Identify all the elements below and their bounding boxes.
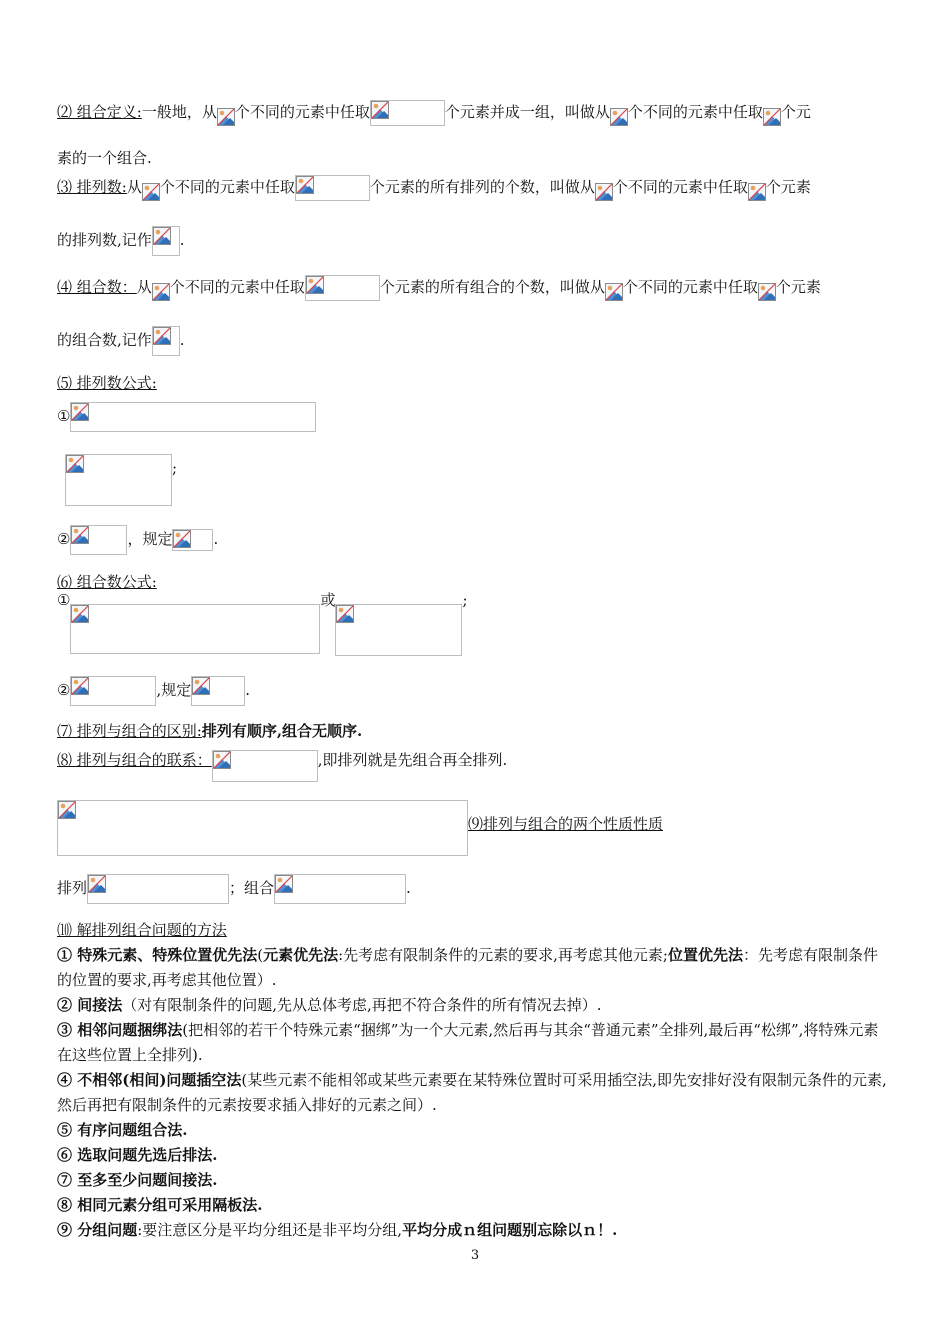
formula-placeholder	[70, 676, 156, 706]
formula-placeholder	[335, 604, 462, 656]
broken-image-icon	[58, 801, 76, 819]
formula-placeholder	[57, 800, 468, 856]
broken-image-icon	[748, 183, 766, 201]
broken-image-icon	[153, 227, 171, 245]
properties-line	[57, 800, 663, 856]
broken-image-icon	[217, 108, 235, 126]
method-1: ① 特殊元素、特殊位置优先法(元素优先法:先考虑有限制条件的元素的要求,再考虑其他元素;位置优先法：先考虑有限制条件的位置的要求,再考虑其他位置）.	[57, 946, 879, 989]
broken-image-icon	[153, 327, 171, 345]
perm-formula-2: ② ，规定 .	[57, 525, 218, 555]
difference-line: ⑺ 排列与组合的区别:排列有顺序,组合无顺序.	[57, 722, 363, 740]
broken-image-icon	[336, 605, 354, 623]
broken-image-icon	[306, 276, 324, 294]
formula-placeholder	[70, 525, 127, 555]
method-3: ③ 相邻问题捆绑法(把相邻的若干个特殊元素“捆绑”为一个大元素,然后再与其余“普通元素”全排列,最后再“松绑”,将特殊元素在这些位置上全排列).	[57, 1021, 879, 1064]
broken-image-icon	[296, 176, 314, 194]
comb-formula-1: ① 或 ;	[57, 604, 468, 656]
properties-formulas: 排列 ；组合 .	[57, 874, 411, 904]
relation-line: ⑻ 排列与组合的联系： ,即排列就是先组合再全排列.	[57, 750, 507, 782]
relation-label: ⑻ 排列与组合的联系：	[57, 751, 212, 769]
broken-image-icon	[142, 183, 160, 201]
perm-number-line-2: 的排列数,记作 .	[57, 226, 185, 256]
method-2: ② 间接法（对有限制条件的问题,先从总体考虑,再把不符合条件的所有情况去掉）.	[57, 996, 602, 1014]
formula-placeholder	[191, 676, 245, 706]
broken-image-icon	[275, 875, 293, 893]
comb-number-line-1: ⑷ 组合数：从 个不同的元素中任取 个元素的所有组合的个数，叫做从 个不同的元素中任取 个元素	[57, 275, 821, 301]
perm-formula-1b: ;	[65, 454, 177, 506]
broken-image-icon	[213, 751, 231, 769]
formula-placeholder	[152, 326, 180, 356]
method-6: ⑥ 选取问题先选后排法.	[57, 1146, 218, 1164]
formula-placeholder	[70, 402, 316, 432]
perm-number-label: ⑶ 排列数:	[57, 178, 127, 196]
def-combination-line-1: ⑵ 组合定义:一般地，从 个不同的元素中任取 个元素并成一组，叫做从 个不同的元素中任取 个元	[57, 100, 811, 126]
formula-placeholder	[152, 226, 180, 256]
comb-number-line-2: 的组合数,记作 .	[57, 326, 185, 356]
method-7: ⑦ 至多至少问题间接法.	[57, 1171, 218, 1189]
broken-image-icon	[71, 526, 89, 544]
formula-placeholder	[274, 874, 406, 904]
broken-image-icon	[71, 677, 89, 695]
properties-label: ⑼排列与组合的两个性质性质	[468, 815, 664, 833]
comb-formula-label: ⑹ 组合数公式:	[57, 573, 157, 591]
broken-image-icon	[595, 183, 613, 201]
formula-placeholder	[87, 874, 229, 904]
method-9: ⑨ 分组问题:要注意区分是平均分组还是非平均分组,平均分成ｎ组问题别忘除以ｎ！.	[57, 1221, 618, 1239]
broken-image-icon	[371, 101, 389, 119]
broken-image-icon	[71, 403, 89, 421]
broken-image-icon	[71, 605, 89, 623]
broken-image-icon	[173, 530, 191, 548]
method-4: ④ 不相邻(相间)问题插空法(某些元素不能相邻或某些元素要在某特殊位置时可采用插空法,即先安排好没有限制元条件的元素,然后再把有限制条件的元素按要求插入排好的元素之间）.	[57, 1071, 887, 1114]
comb-number-label: ⑷ 组合数：	[57, 278, 137, 296]
def-combination-line-2: 素的一个组合.	[57, 149, 152, 167]
perm-formula-1: ①	[57, 402, 316, 432]
def-combination-label: ⑵ 组合定义:	[57, 103, 142, 121]
perm-number-line-1: ⑶ 排列数:从 个不同的元素中任取 个元素的所有排列的个数，叫做从 个不同的元素中任取 个元素	[57, 175, 811, 201]
method-5: ⑤ 有序问题组合法.	[57, 1121, 188, 1139]
broken-image-icon	[763, 108, 781, 126]
comb-formula-2: ② ,规定 .	[57, 676, 250, 706]
broken-image-icon	[605, 283, 623, 301]
formula-placeholder	[65, 454, 172, 506]
method-8: ⑧ 相同元素分组可采用隔板法.	[57, 1196, 263, 1214]
broken-image-icon	[610, 108, 628, 126]
formula-placeholder	[212, 750, 318, 782]
formula-placeholder	[370, 100, 445, 126]
broken-image-icon	[192, 677, 210, 695]
broken-image-icon	[758, 283, 776, 301]
formula-placeholder	[172, 529, 213, 551]
page-number: 3	[470, 1248, 480, 1263]
broken-image-icon	[152, 283, 170, 301]
formula-placeholder	[305, 275, 380, 301]
formula-placeholder	[295, 175, 370, 201]
broken-image-icon	[66, 455, 84, 473]
methods-label: ⑽ 解排列组合问题的方法	[57, 921, 227, 939]
broken-image-icon	[88, 875, 106, 893]
difference-label: ⑺ 排列与组合的区别:	[57, 722, 202, 740]
perm-formula-label: ⑸ 排列数公式:	[57, 374, 157, 392]
formula-placeholder	[70, 604, 320, 654]
